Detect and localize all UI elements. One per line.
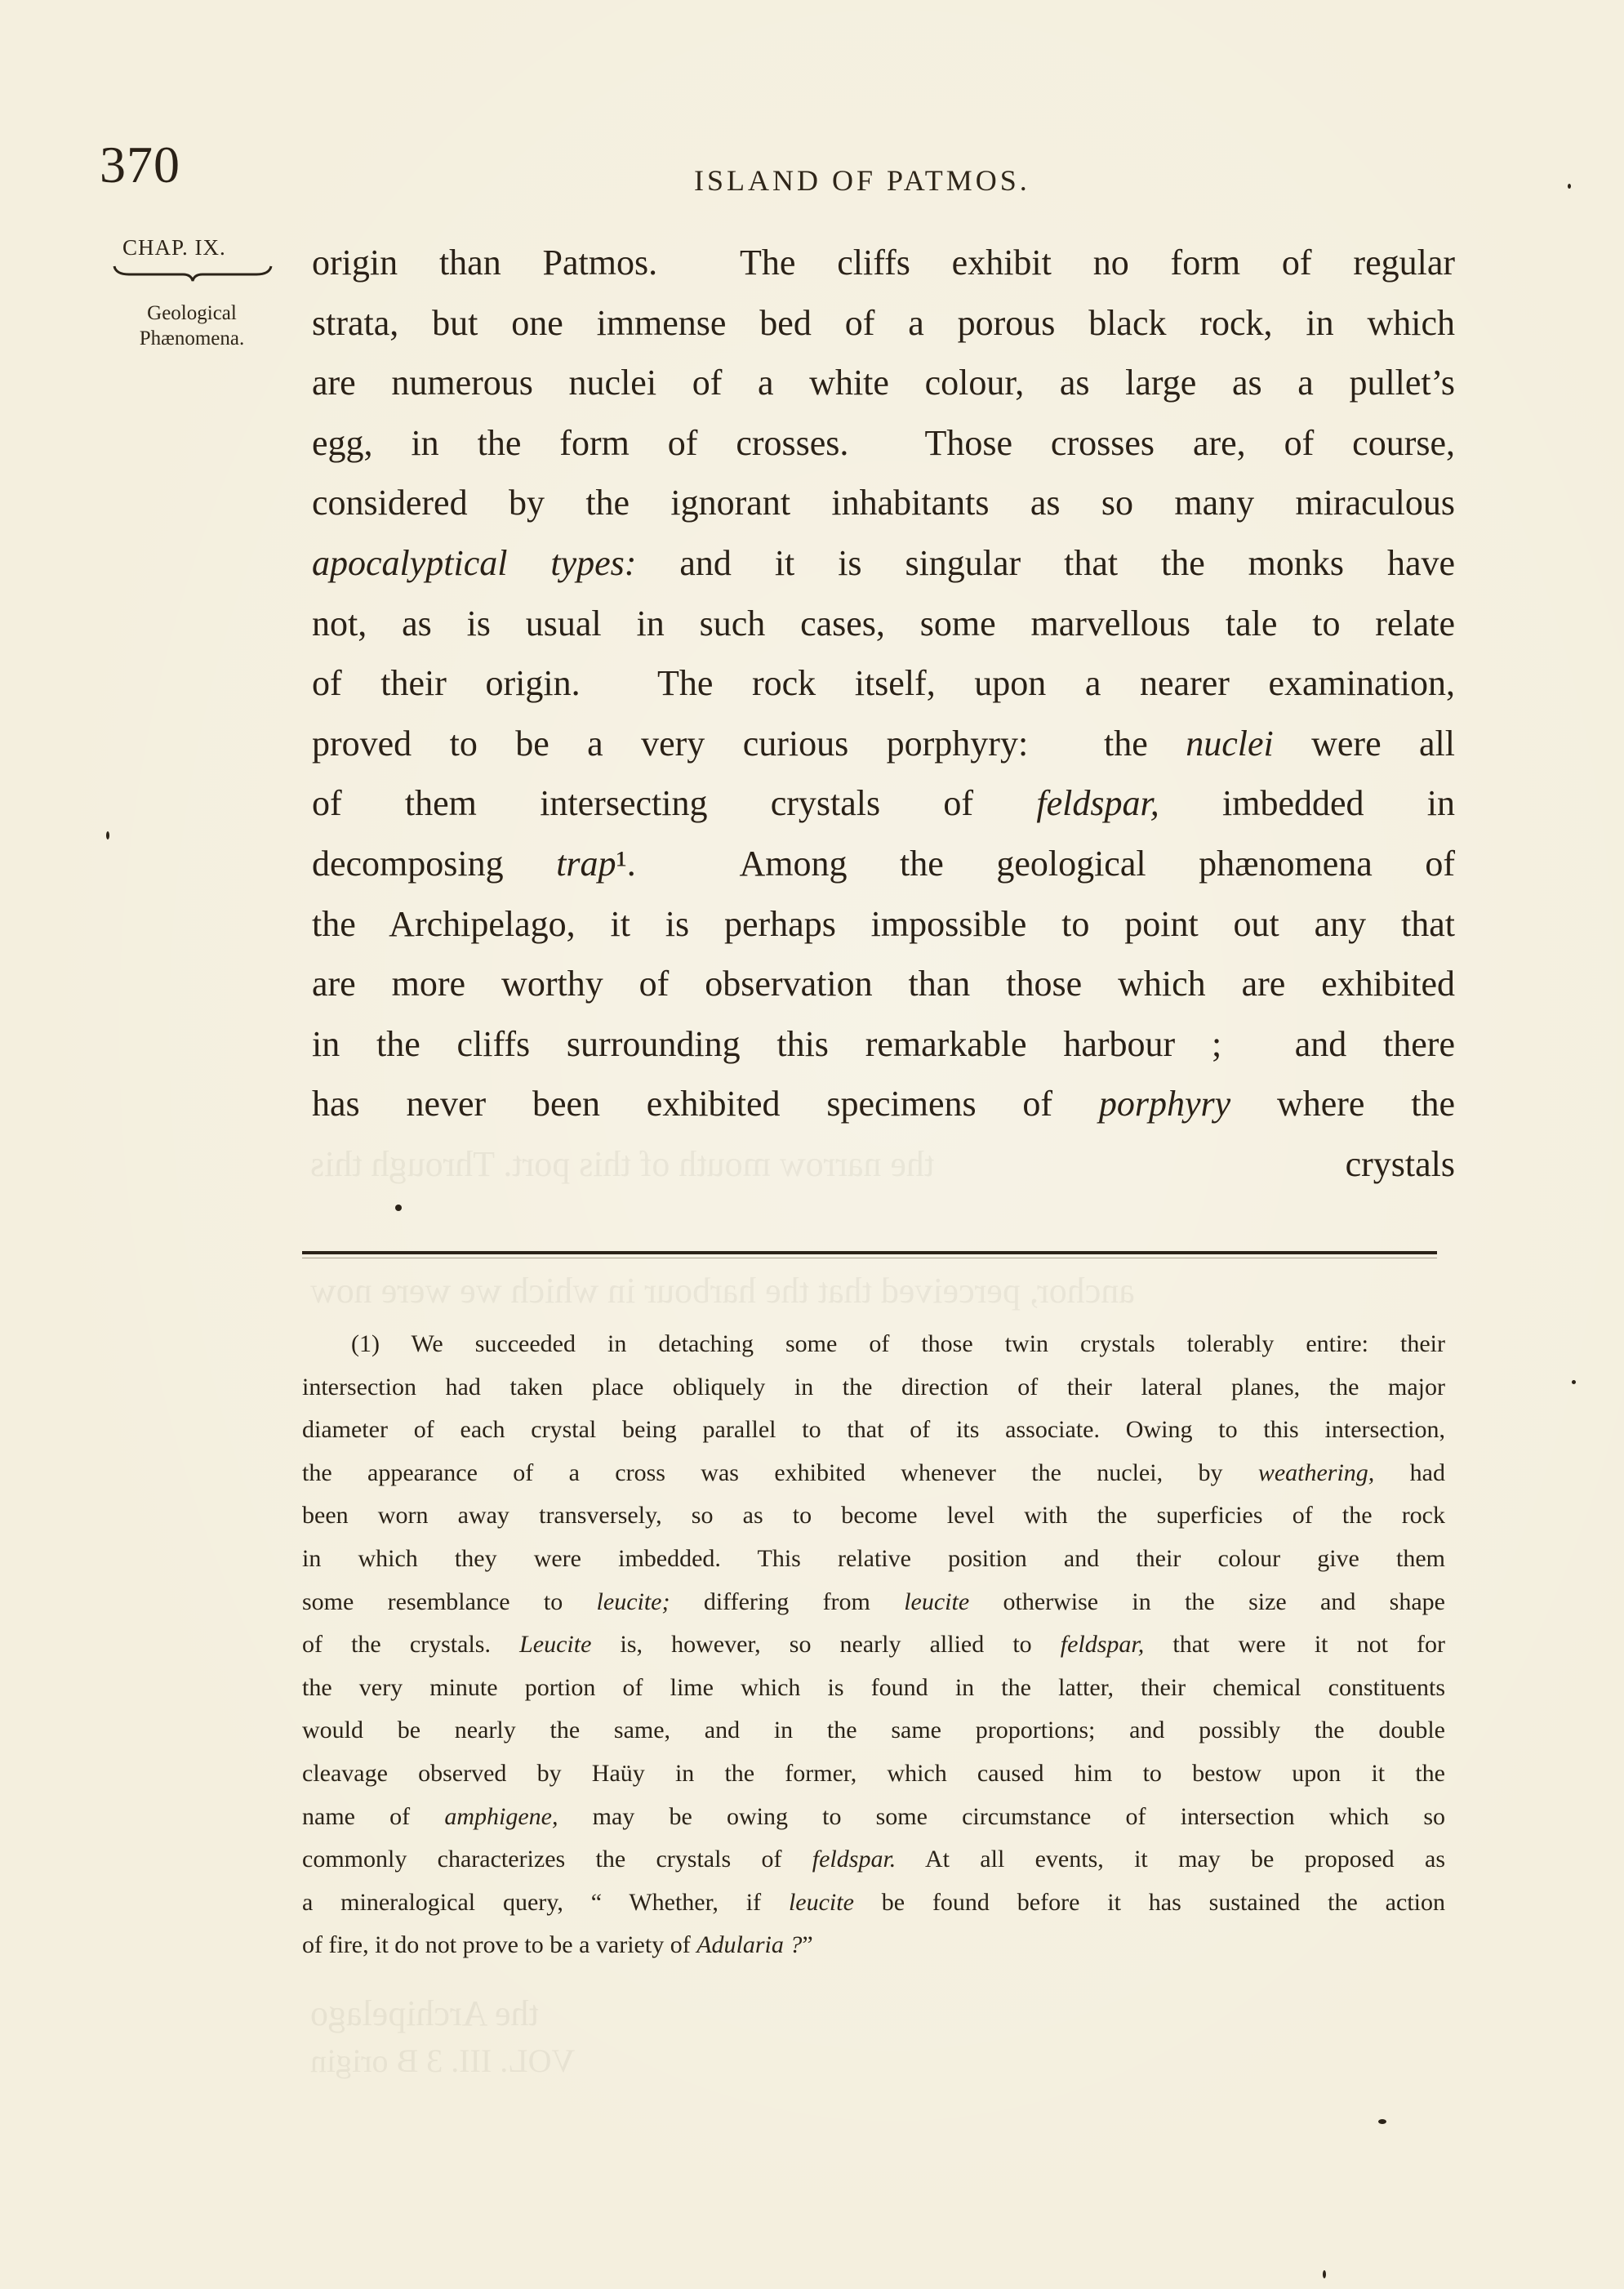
- body-line: [312, 1074, 1455, 1134]
- footnote-segment: is, however, so nearly allied to: [591, 1631, 1061, 1659]
- footnote-line: [302, 1796, 1445, 1839]
- body-segment: trap: [556, 843, 616, 884]
- body-line: [312, 473, 1455, 533]
- footnote-segment: Leucite: [519, 1631, 592, 1659]
- footnote-segment: amphigene,: [444, 1802, 558, 1830]
- body-line: [312, 894, 1455, 955]
- footnote-line: [302, 1366, 1445, 1409]
- footnote-line: [302, 1623, 1445, 1667]
- footnote-segment: leucite;: [596, 1588, 670, 1615]
- body-line: [312, 233, 1455, 293]
- ink-speck: [1568, 184, 1571, 189]
- page-number: 370: [100, 136, 180, 194]
- body-line: [312, 293, 1455, 354]
- body-segment: ¹. Among the geological phænomena of: [616, 843, 1455, 884]
- footnote-line: [302, 1409, 1445, 1452]
- body-segment: has never been exhibited specimens of: [312, 1084, 1099, 1124]
- show-through-text: VOL. III. 3 B origin: [310, 2042, 576, 2079]
- margin-note-line: Geological: [147, 302, 237, 324]
- footnote-line: [302, 1752, 1445, 1796]
- footnote-line: [302, 1882, 1445, 1925]
- margin-brace-icon: [111, 263, 274, 284]
- body-segment: nuclei: [1186, 723, 1274, 764]
- ink-speck: [395, 1205, 402, 1211]
- body-line: [312, 834, 1455, 894]
- footnote-segment: otherwise in the size and shape: [969, 1588, 1445, 1615]
- body-segment: egg, in the form of crosses. Those crosses are, of course,: [312, 422, 1455, 463]
- footnote: [302, 1323, 1445, 1967]
- footnote-segment: ”: [802, 1931, 813, 1959]
- body-segment: feldspar,: [1036, 783, 1159, 824]
- show-through-text: anchor, perceived that the harbour in which we were now: [310, 1271, 1135, 1311]
- body-segment: considered by the ignorant inhabitants as so many miraculous: [312, 483, 1455, 523]
- footnote-segment: diameter of each crystal being parallel to that of its associate. Owing to this intersection,: [302, 1416, 1445, 1444]
- body-segment: origin than Patmos. The cliffs exhibit no form of regular: [312, 243, 1455, 283]
- margin-chapter-label: CHAP. IX.: [122, 235, 226, 260]
- footnote-rule: [302, 1251, 1437, 1254]
- body-line: [312, 1014, 1455, 1075]
- footnote-line: [302, 1924, 1445, 1967]
- body-segment: imbedded in: [1159, 783, 1456, 824]
- margin-note: [106, 301, 278, 351]
- footnote-line: [302, 1494, 1445, 1538]
- show-through-text: the Archipelago: [310, 1993, 539, 2033]
- body-segment: where the: [1230, 1084, 1455, 1124]
- footnote-segment: leucite: [788, 1888, 854, 1916]
- running-title: ISLAND OF PATMOS.: [694, 164, 1030, 197]
- footnote-line: [302, 1452, 1445, 1495]
- body-segment: and it is singular that the monks have: [636, 542, 1456, 583]
- footnote-line: [302, 1581, 1445, 1624]
- body-segment: are more worthy of observation than those which are exhibited: [312, 964, 1455, 1004]
- footnote-line: [302, 1667, 1445, 1710]
- footnote-segment: of the crystals.: [302, 1631, 520, 1659]
- footnote-segment: commonly characterizes the crystals of: [302, 1846, 812, 1873]
- footnote-segment: had: [1374, 1458, 1445, 1486]
- body-segment: apocalyptical types:: [312, 542, 637, 583]
- body-segment: the Archipelago, it is perhaps impossible to point out any that: [312, 903, 1455, 944]
- ink-speck: [1572, 1380, 1576, 1384]
- body-line: [312, 533, 1455, 594]
- body-segment: of their origin. The rock itself, upon a nearer examination,: [312, 663, 1455, 704]
- footnote-segment: in which they were imbedded. This relative position and their colour give them: [302, 1544, 1445, 1572]
- body-line: [312, 413, 1455, 474]
- footnote-segment: weathering,: [1257, 1458, 1375, 1486]
- catchword: crystals: [1345, 1143, 1455, 1184]
- margin-note-line: Phænomena.: [139, 327, 245, 350]
- body-text: [312, 233, 1455, 1195]
- footnote-line: [302, 1323, 1445, 1366]
- footnote-segment: may be owing to some circumstance of intersection which so: [558, 1802, 1445, 1830]
- footnote-segment: feldspar,: [1060, 1631, 1145, 1659]
- body-segment: proved to be a very curious porphyry: the: [312, 723, 1186, 764]
- footnote-line: [302, 1838, 1445, 1882]
- footnote-segment: a mineralogical query, “ Whether, if: [302, 1888, 789, 1916]
- body-line: [312, 594, 1455, 654]
- ink-speck: [1323, 2270, 1326, 2278]
- body-segment: are numerous nuclei of a white colour, as large as a pullet’s: [312, 363, 1455, 403]
- body-line: [312, 353, 1455, 413]
- footnote-segment: some resemblance to: [302, 1588, 597, 1615]
- ink-speck: [1378, 2119, 1386, 2124]
- body-segment: porphyry: [1098, 1084, 1231, 1124]
- footnote-segment: Adularia ?: [696, 1931, 803, 1959]
- footnote-segment: would be nearly the same, and in the same proportions; and possibly the double: [302, 1717, 1445, 1744]
- footnote-segment: of fire, it do not prove to be a variety of: [302, 1931, 697, 1959]
- footnote-segment: feldspar.: [812, 1846, 897, 1873]
- show-through-text: the narrow mouth of this port. Through this: [310, 1144, 935, 1184]
- footnote-segment: be found before it has sustained the action: [853, 1888, 1445, 1916]
- body-line: [312, 954, 1455, 1014]
- body-segment: of them intersecting crystals of: [312, 783, 1037, 824]
- body-segment: decomposing: [312, 843, 557, 884]
- body-segment: strata, but one immense bed of a porous black rock, in which: [312, 302, 1455, 343]
- footnote-segment: At all events, it may be proposed as: [896, 1846, 1445, 1873]
- footnote-segment: been worn away transversely, so as to become level with the superficies of the rock: [302, 1502, 1445, 1530]
- body-line: [312, 653, 1455, 714]
- body-segment: in the cliffs surrounding this remarkable harbour ; and there: [312, 1023, 1455, 1064]
- footnote-segment: cleavage observed by Haüy in the former, which caused him to bestow upon it the: [302, 1759, 1445, 1787]
- footnote-segment: leucite: [904, 1588, 970, 1615]
- footnote-line: [302, 1709, 1445, 1752]
- ink-speck: [106, 831, 109, 839]
- footnote-segment: name of: [302, 1802, 445, 1830]
- body-line: [312, 714, 1455, 774]
- footnote-segment: the appearance of a cross was exhibited whenever the nuclei, by: [302, 1458, 1258, 1486]
- footnote-segment: that were it not for: [1144, 1631, 1446, 1659]
- footnote-segment: intersection had taken place obliquely in the direction of their lateral planes, the major: [302, 1373, 1445, 1401]
- footnote-line: [302, 1538, 1445, 1581]
- footnote-segment: differing from: [670, 1588, 905, 1615]
- body-line: [312, 773, 1455, 834]
- body-segment: not, as is usual in such cases, some marvellous tale to relate: [312, 603, 1455, 644]
- footnote-segment: the very minute portion of lime which is found in the latter, their chemical constituents: [302, 1673, 1445, 1701]
- footnote-segment: (1) We succeeded in detaching some of those twin crystals tolerably entire: their: [351, 1330, 1445, 1357]
- body-segment: were all: [1273, 723, 1455, 764]
